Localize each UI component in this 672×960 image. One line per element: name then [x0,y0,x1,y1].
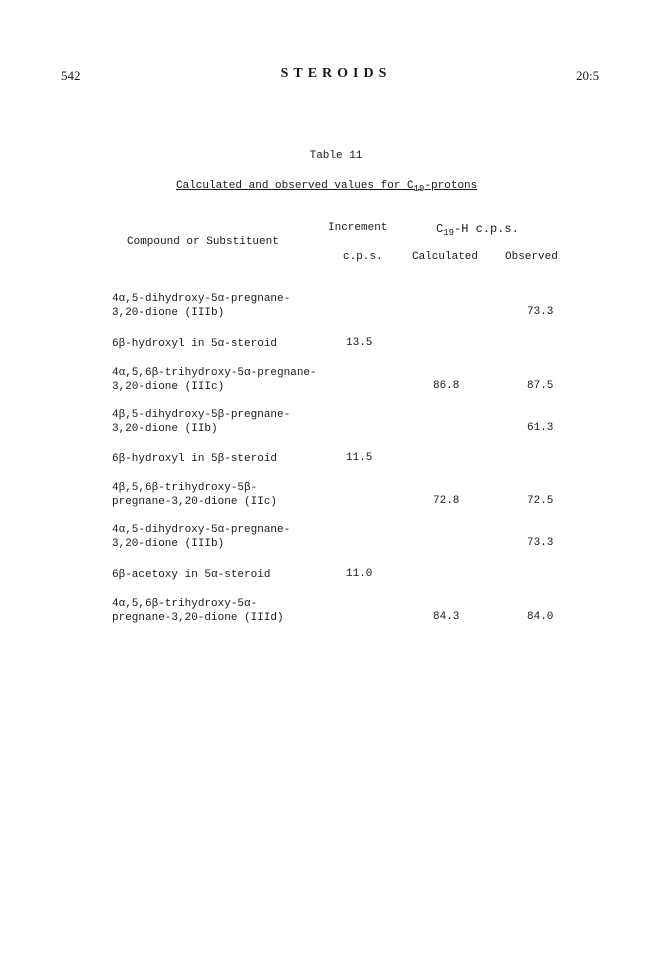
row-observed: 73.3 [527,537,554,549]
row-observed: 73.3 [527,306,554,318]
row-increment: 11.5 [346,452,373,464]
row-compound [112,568,270,582]
row-compound-line: 4α,5,6β-trihydroxy-5α- [112,598,258,610]
row-compound [112,337,277,351]
row-calculated: 86.8 [433,380,460,392]
row-compound-line: 4α,5-dihydroxy-5α-pregnane- [112,524,291,536]
header-c19-subscript: 19 [443,228,455,238]
header-observed: Observed [505,251,558,263]
row-compound-line: 6β-hydroxyl in 5α-steroid [112,338,278,350]
caption-subscript: 19 [413,184,425,194]
row-compound [112,366,317,394]
header-c19 [436,222,519,238]
caption-text: Calculated and observed values for C [176,180,414,192]
row-observed: 84.0 [527,611,554,623]
caption-suffix: -protons [424,180,478,192]
header-c19-suffix: -H c.p.s. [454,222,519,236]
row-compound-line: 3,20-dione (IIIb) [112,538,225,550]
header-calculated: Calculated [412,251,479,263]
header-c19-prefix: C [436,222,444,236]
row-observed: 61.3 [527,422,554,434]
row-compound [112,452,277,466]
row-increment: 13.5 [346,337,373,349]
issue-number: 20:5 [576,68,600,83]
row-compound [112,408,290,436]
header-increment-unit: c.p.s. [343,251,383,263]
row-compound [112,292,290,320]
row-compound-line: 4β,5-dihydroxy-5β-pregnane- [112,409,291,421]
row-compound [112,523,290,551]
header-compound: Compound or Substituent [127,236,279,248]
table-caption [176,180,477,194]
row-compound-line: pregnane-3,20-dione (IIc) [112,496,278,508]
row-compound [112,597,284,625]
row-compound-line: pregnane-3,20-dione (IIId) [112,612,284,624]
row-compound [112,481,277,509]
page-number: 542 [61,68,81,83]
row-calculated: 84.3 [433,611,460,623]
row-increment: 11.0 [346,568,373,580]
row-compound-line: 6β-acetoxy in 5α-steroid [112,569,271,581]
row-compound-line: 6β-hydroxyl in 5β-steroid [112,453,278,465]
row-compound-line: 4α,5-dihydroxy-5α-pregnane- [112,293,291,305]
journal-title: STEROIDS [280,66,392,81]
row-compound-line: 3,20-dione (IIIc) [112,381,225,393]
row-observed: 72.5 [527,495,554,507]
header-increment: Increment [328,222,388,234]
row-compound-line: 4α,5,6β-trihydroxy-5α-pregnane- [112,367,317,379]
row-compound-line: 3,20-dione (IIIb) [112,307,225,319]
row-compound-line: 4β,5,6β-trihydroxy-5β- [112,482,258,494]
row-observed: 87.5 [527,380,554,392]
table-title: Table 11 [309,150,363,162]
row-compound-line: 3,20-dione (IIb) [112,423,218,435]
row-calculated: 72.8 [433,495,460,507]
